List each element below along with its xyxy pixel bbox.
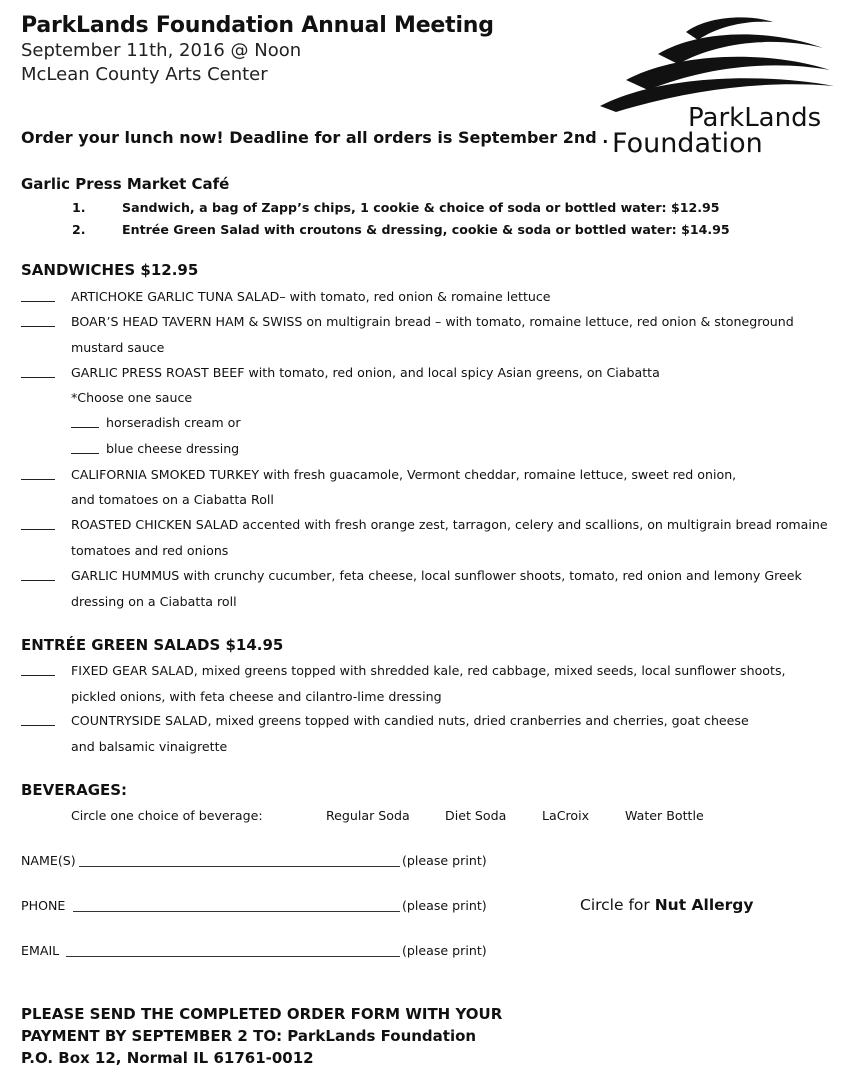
footer-line-3: P.O. Box 12, Normal IL 61761-0012: [21, 1049, 314, 1067]
name-print-note: (please print): [402, 853, 487, 868]
sandwich-item-hummus-cont: dressing on a Ciabatta roll: [71, 594, 237, 609]
sandwich-item-turkey-cont: and tomatoes on a Ciabatta Roll: [71, 492, 274, 507]
sandwich-blank-roast-beef[interactable]: [21, 366, 55, 378]
sandwich-item-ham-cont: mustard sauce: [71, 340, 165, 355]
salad-blank-countryside[interactable]: [21, 714, 55, 726]
event-venue: McLean County Arts Center: [21, 64, 268, 85]
phone-field[interactable]: [73, 898, 400, 912]
sandwich-blank-chicken[interactable]: [21, 518, 55, 530]
salad-item-countryside-cont: and balsamic vinaigrette: [71, 739, 228, 754]
name-label: NAME(S): [21, 853, 76, 868]
logo-text-parklands: ParkLands: [688, 103, 822, 133]
phone-label: PHONE: [21, 898, 66, 913]
beverages-heading: BEVERAGES:: [21, 781, 128, 799]
logo-waves-icon: [598, 14, 838, 114]
sandwich-blank-ham[interactable]: [21, 315, 55, 327]
sandwiches-heading: SANDWICHES $12.95: [21, 261, 199, 279]
salads-heading: ENTRÉE GREEN SALADS $14.95: [21, 636, 284, 654]
order-deadline: Order your lunch now! Deadline for all orders is September 2nd .: [21, 128, 609, 147]
sauce-option-blue-cheese: blue cheese dressing: [106, 441, 240, 456]
email-print-note: (please print): [402, 943, 487, 958]
footer-line-2: PAYMENT BY SEPTEMBER 2 TO: ParkLands Foundation: [21, 1027, 477, 1045]
page-title: ParkLands Foundation Annual Meeting: [21, 13, 494, 38]
meal-option-2: Entrée Green Salad with croutons & dressing, cookie & soda or bottled water: $14.95: [122, 222, 730, 237]
phone-print-note: (please print): [402, 898, 487, 913]
footer-line-1: PLEASE SEND THE COMPLETED ORDER FORM WITH YOUR: [21, 1005, 503, 1023]
sandwich-blank-turkey[interactable]: [21, 468, 55, 480]
beverage-prompt: Circle one choice of beverage:: [71, 808, 263, 823]
meal-option-1: Sandwich, a bag of Zapp’s chips, 1 cookie & choice of soda or bottled water: $12.95: [122, 200, 720, 215]
salad-item-fixed-gear: FIXED GEAR SALAD, mixed greens topped with shredded kale, red cabbage, mixed seeds, local sunflower shoots,: [71, 663, 786, 678]
email-field[interactable]: [66, 943, 400, 957]
logo-text-foundation: Foundation: [612, 128, 763, 159]
sandwich-item-turkey: CALIFORNIA SMOKED TURKEY with fresh guacamole, Vermont cheddar, romaine lettuce, sweet red onion,: [71, 467, 737, 482]
caterer-name: Garlic Press Market Café: [21, 175, 230, 193]
salad-blank-fixed-gear[interactable]: [21, 664, 55, 676]
salad-item-countryside: COUNTRYSIDE SALAD, mixed greens topped with candied nuts, dried cranberries and cherries, goat cheese: [71, 713, 749, 728]
sauce-instruction: *Choose one sauce: [71, 390, 193, 405]
beverage-choice-water-bottle[interactable]: Water Bottle: [625, 808, 704, 823]
name-field[interactable]: [79, 853, 400, 867]
nut-allergy-label: Nut Allergy: [654, 896, 754, 914]
sandwich-item-chicken-cont: tomatoes and red onions: [71, 543, 229, 558]
email-label: EMAIL: [21, 943, 60, 958]
sandwich-item-chicken: ROASTED CHICKEN SALAD accented with fresh orange zest, tarragon, celery and scallions, on multigrain bread romaine: [71, 517, 828, 532]
sandwich-item-roast-beef: GARLIC PRESS ROAST BEEF with tomato, red onion, and local spicy Asian greens, on Ciabatta: [71, 365, 660, 380]
event-date: September 11th, 2016 @ Noon: [21, 40, 302, 61]
beverage-choice-regular-soda[interactable]: Regular Soda: [326, 808, 410, 823]
sauce-blank-horseradish[interactable]: [71, 416, 99, 428]
sauce-blank-blue-cheese[interactable]: [71, 442, 99, 454]
beverage-choice-diet-soda[interactable]: Diet Soda: [445, 808, 507, 823]
sandwich-blank-hummus[interactable]: [21, 569, 55, 581]
nut-allergy-prefix: Circle for: [580, 896, 655, 914]
sandwich-item-ham: BOAR’S HEAD TAVERN HAM & SWISS on multigrain bread – with tomato, romaine lettuce, red onion & stoneground: [71, 314, 794, 329]
meal-option-number-2: 2.: [72, 222, 86, 237]
beverage-choice-lacroix[interactable]: LaCroix: [542, 808, 590, 823]
sandwich-item-tuna: ARTICHOKE GARLIC TUNA SALAD– with tomato, red onion & romaine lettuce: [71, 289, 551, 304]
sauce-option-horseradish: horseradish cream or: [106, 415, 241, 430]
meal-option-number-1: 1.: [72, 200, 86, 215]
salad-item-fixed-gear-cont: pickled onions, with feta cheese and cilantro-lime dressing: [71, 689, 442, 704]
nut-allergy-option[interactable]: [580, 896, 754, 914]
sandwich-blank-tuna[interactable]: [21, 290, 55, 302]
sandwich-item-hummus: GARLIC HUMMUS with crunchy cucumber, feta cheese, local sunflower shoots, tomato, red onion and lemony Greek: [71, 568, 802, 583]
